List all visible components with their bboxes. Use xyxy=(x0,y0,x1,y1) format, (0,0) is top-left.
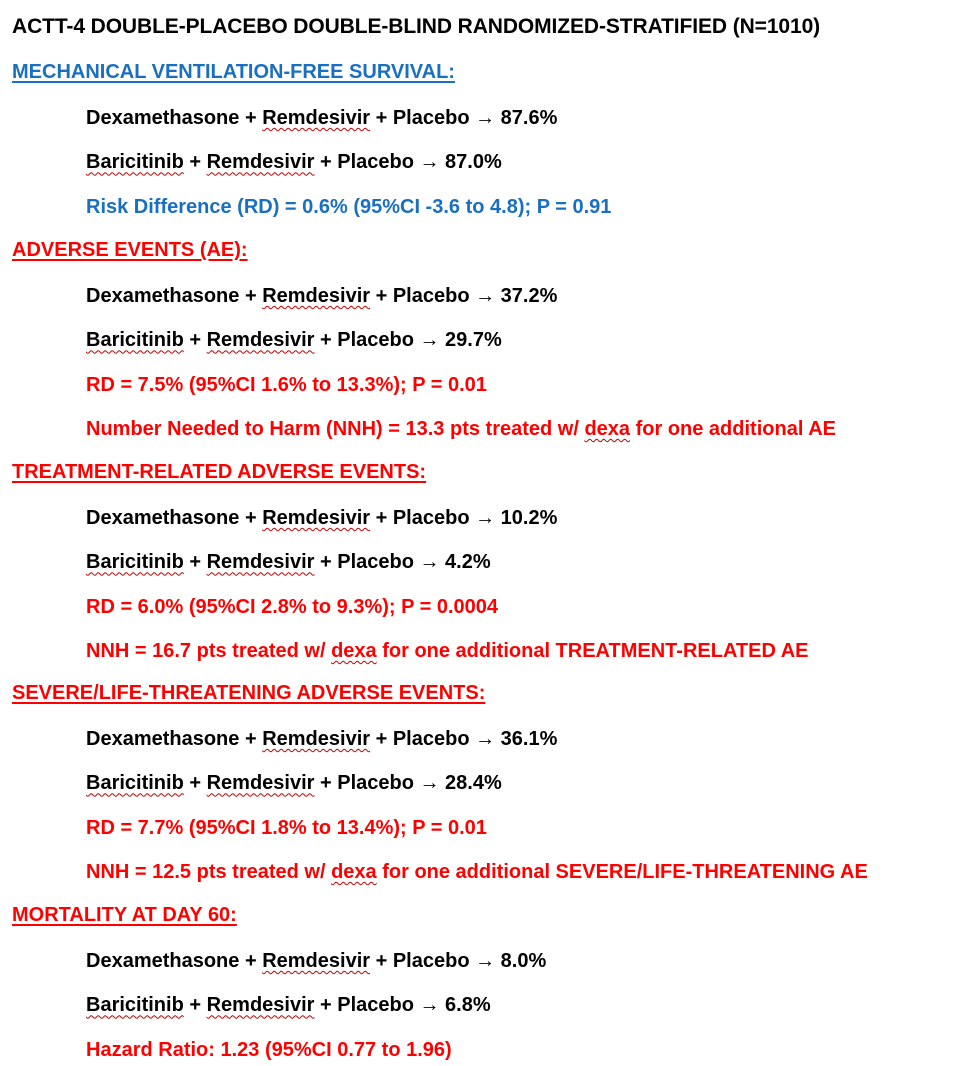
plus-sign: + xyxy=(183,151,207,174)
risk-difference-line: RD = 6.0% (95%CI 2.8% to 9.3%); P = 0.0004 xyxy=(86,595,499,618)
drug-name-spellcheck: Remdesivir xyxy=(206,994,315,1017)
plus-sign: + xyxy=(239,285,263,307)
dexa-arm-line xyxy=(86,88,972,132)
section-mortality-day-60 xyxy=(12,901,972,1064)
arm-value: 6.8% xyxy=(445,994,491,1017)
arm-value: 4.2% xyxy=(445,551,491,574)
nnh-line xyxy=(86,399,972,443)
drug-name-spellcheck: Remdesivir xyxy=(262,107,371,129)
dexa-abbrev-spellcheck: dexa xyxy=(331,639,377,662)
risk-difference-line: RD = 7.7% (95%CI 1.8% to 13.4%); P = 0.01 xyxy=(86,816,487,839)
nnh-text-post: for one additional TREATMENT-RELATED AE xyxy=(376,639,809,662)
drug-name-spellcheck: Baricitinib xyxy=(86,772,184,795)
plus-sign: + xyxy=(239,107,263,129)
plus-sign: + xyxy=(239,728,263,750)
plus-sign: + xyxy=(183,551,207,574)
arm-value: 29.7% xyxy=(445,329,502,352)
section-treatment-related-adverse-events xyxy=(12,458,972,665)
placebo-arrow: + Placebo → xyxy=(314,994,446,1017)
section-severe-life-threatening-adverse-events xyxy=(12,679,972,886)
drug-name: Dexamethasone xyxy=(86,950,240,972)
dexa-arm-line xyxy=(86,266,972,310)
nnh-text-post: for one additional SEVERE/LIFE-THREATENING AE xyxy=(376,860,868,883)
bari-arm-line xyxy=(86,975,972,1019)
drug-name-spellcheck: Remdesivir xyxy=(262,507,371,529)
section-adverse-events xyxy=(12,236,972,443)
dexa-abbrev-spellcheck: dexa xyxy=(584,417,631,440)
page-title: ACTT-4 DOUBLE-PLACEBO DOUBLE-BLIND RANDOMIZED-STRATIFIED (N=1010) xyxy=(12,15,821,38)
dexa-arm-line xyxy=(86,931,972,975)
section-heading: ADVERSE EVENTS (AE): xyxy=(12,239,248,261)
bari-arm-line xyxy=(86,532,972,576)
section-heading: SEVERE/LIFE-THREATENING ADVERSE EVENTS: xyxy=(12,682,486,704)
placebo-arrow: + Placebo → xyxy=(370,728,501,750)
arm-value: 28.4% xyxy=(445,772,502,795)
dexa-abbrev-spellcheck: dexa xyxy=(331,860,377,883)
plus-sign: + xyxy=(239,507,263,529)
plus-sign: + xyxy=(239,950,263,972)
plus-sign: + xyxy=(183,994,207,1017)
placebo-arrow: + Placebo → xyxy=(314,551,446,574)
arm-value: 87.6% xyxy=(500,107,558,129)
nnh-text-pre: Number Needed to Harm (NNH) = 13.3 pts treated w/ xyxy=(86,417,585,440)
drug-name: Dexamethasone xyxy=(86,285,240,307)
bari-arm-line xyxy=(86,132,972,176)
nnh-line xyxy=(86,842,972,886)
drug-name-spellcheck: Remdesivir xyxy=(206,772,315,795)
arm-value: 36.1% xyxy=(500,728,558,750)
drug-name: Dexamethasone xyxy=(86,507,240,529)
drug-name-spellcheck: Remdesivir xyxy=(206,551,315,574)
bari-arm-line xyxy=(86,753,972,797)
arm-value: 37.2% xyxy=(500,285,558,307)
arm-value: 8.0% xyxy=(500,950,547,972)
placebo-arrow: + Placebo → xyxy=(370,950,501,972)
nnh-text-pre: NNH = 16.7 pts treated w/ xyxy=(86,639,332,662)
drug-name-spellcheck: Baricitinib xyxy=(86,329,184,352)
drug-name-spellcheck: Remdesivir xyxy=(206,151,315,174)
risk-difference-line: Risk Difference (RD) = 0.6% (95%CI -3.6 to 4.8); P = 0.91 xyxy=(86,195,612,218)
placebo-arrow: + Placebo → xyxy=(370,285,501,307)
placebo-arrow: + Placebo → xyxy=(314,329,446,352)
drug-name-spellcheck: Baricitinib xyxy=(86,551,184,574)
nnh-text-post: for one additional AE xyxy=(630,417,836,440)
drug-name: Dexamethasone xyxy=(86,728,240,750)
dexa-arm-line xyxy=(86,488,972,532)
nnh-line xyxy=(86,621,972,665)
section-heading: TREATMENT-RELATED ADVERSE EVENTS: xyxy=(12,461,427,483)
placebo-arrow: + Placebo → xyxy=(314,151,446,174)
arm-value: 10.2% xyxy=(500,507,558,529)
risk-difference-line: RD = 7.5% (95%CI 1.6% to 13.3%); P = 0.01 xyxy=(86,373,487,396)
drug-name-spellcheck: Remdesivir xyxy=(262,728,371,750)
placebo-arrow: + Placebo → xyxy=(370,507,501,529)
drug-name-spellcheck: Remdesivir xyxy=(262,950,371,972)
bari-arm-line xyxy=(86,310,972,354)
section-ventilation-free-survival xyxy=(12,58,972,221)
drug-name-spellcheck: Remdesivir xyxy=(206,329,315,352)
plus-sign: + xyxy=(183,329,207,352)
drug-name-spellcheck: Remdesivir xyxy=(262,285,371,307)
drug-name: Dexamethasone xyxy=(86,107,240,129)
hazard-ratio-line: Hazard Ratio: 1.23 (95%CI 0.77 to 1.96) xyxy=(86,1038,452,1061)
drug-name-spellcheck: Baricitinib xyxy=(86,994,184,1017)
drug-name-spellcheck: Baricitinib xyxy=(86,151,184,174)
plus-sign: + xyxy=(183,772,207,795)
arm-value: 87.0% xyxy=(445,151,502,174)
placebo-arrow: + Placebo → xyxy=(370,107,501,129)
nnh-text-pre: NNH = 12.5 pts treated w/ xyxy=(86,860,332,883)
section-heading: MECHANICAL VENTILATION-FREE SURVIVAL: xyxy=(12,61,455,83)
placebo-arrow: + Placebo → xyxy=(314,772,446,795)
section-heading: MORTALITY AT DAY 60: xyxy=(12,904,237,926)
dexa-arm-line xyxy=(86,709,972,753)
